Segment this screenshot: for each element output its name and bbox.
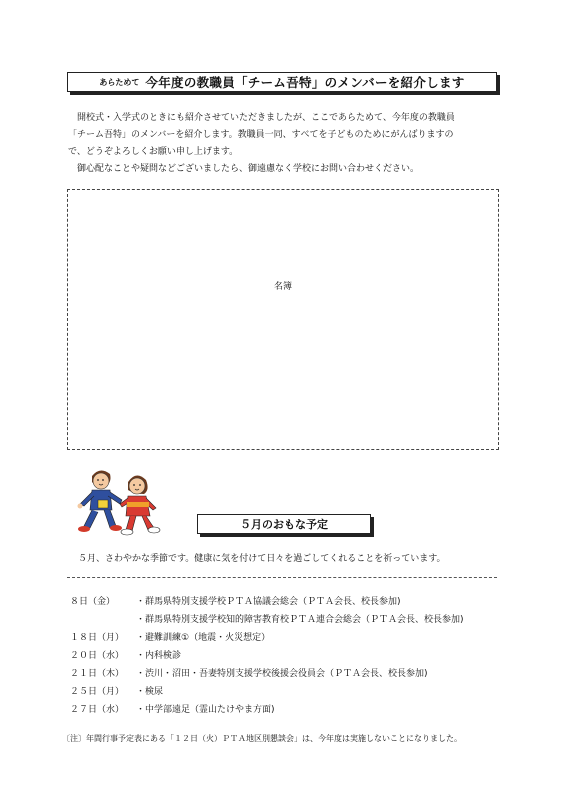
schedule-item — [70, 647, 500, 665]
children-running-illustration — [70, 464, 170, 538]
heading-prefix: あらためて — [99, 77, 140, 87]
schedule-item — [70, 611, 500, 629]
schedule-date: １８日（月） — [70, 633, 125, 643]
schedule-date — [70, 611, 136, 629]
schedule-event: ・群馬県特別支援学校ＰＴＡ協議会総会（ＰＴＡ会長、校長参加) — [136, 597, 401, 607]
schedule-date: ８日（金） — [70, 597, 116, 607]
schedule-item — [70, 629, 500, 647]
intro-line-2: 「チーム吾特」のメンバーを紹介します。教職員一同、すべてを子どものためにがんばりますの — [68, 130, 454, 140]
schedule-note: 〔注〕年間行事予定表にある「１２日（火）ＰＴＡ地区別懇談会」は、今年度は実施しないことになりました。 — [62, 734, 462, 743]
schedule-date: ２７日（水） — [70, 705, 125, 715]
schedule-date: ２５日（月） — [70, 687, 125, 697]
schedule-event: ・内科検診 — [136, 651, 182, 661]
section-heading — [67, 72, 497, 92]
boy-figure — [78, 470, 123, 532]
roster-box — [67, 189, 499, 450]
intro-text — [68, 110, 500, 178]
schedule-item — [70, 665, 500, 683]
schedule-intro: ５月、さわやかな季節です。健康に気を付けて日々を過ごしてくれることを祈っています。 — [78, 554, 446, 564]
schedule-item — [70, 701, 500, 719]
schedule-event: ・群馬県特別支援学校知的障害教育校ＰＴＡ連合会総会（ＰＴＡ会長、校長参加) — [136, 615, 464, 625]
schedule-event: ・中学部遠足（霊山たけやま方面) — [136, 705, 275, 715]
schedule-event: ・避難訓練①（地震・火災想定） — [136, 633, 271, 643]
schedule-date: ２１日（木） — [70, 669, 125, 679]
schedule-heading: ５月のおもな予定 — [197, 514, 371, 534]
schedule-item — [70, 593, 500, 611]
intro-line-3: で、どうぞよろしくお願い申し上げます。 — [68, 147, 239, 157]
intro-line-1: 開校式・入学式のときにも紹介させていただきましたが、ここであらためて、今年度の教職員 — [77, 113, 455, 123]
schedule-event: ・検尿 — [136, 687, 164, 697]
schedule-date: ２０日（水） — [70, 651, 125, 661]
schedule-list — [70, 593, 500, 719]
roster-label: 名簿 — [273, 282, 292, 292]
schedule-event: ・渋川・沼田・吾妻特別支援学校後援会役員会（ＰＴＡ会長、校長参加) — [136, 669, 428, 679]
schedule-item — [70, 683, 500, 701]
girl-figure — [120, 475, 160, 535]
dashed-divider — [67, 577, 497, 578]
heading-title: 今年度の教職員「チーム吾特」のメンバーを紹介します — [145, 75, 465, 90]
intro-paragraph-2: 御心配なことや疑問などございましたら、御遠慮なく学校にお問い合わせください。 — [77, 164, 420, 174]
